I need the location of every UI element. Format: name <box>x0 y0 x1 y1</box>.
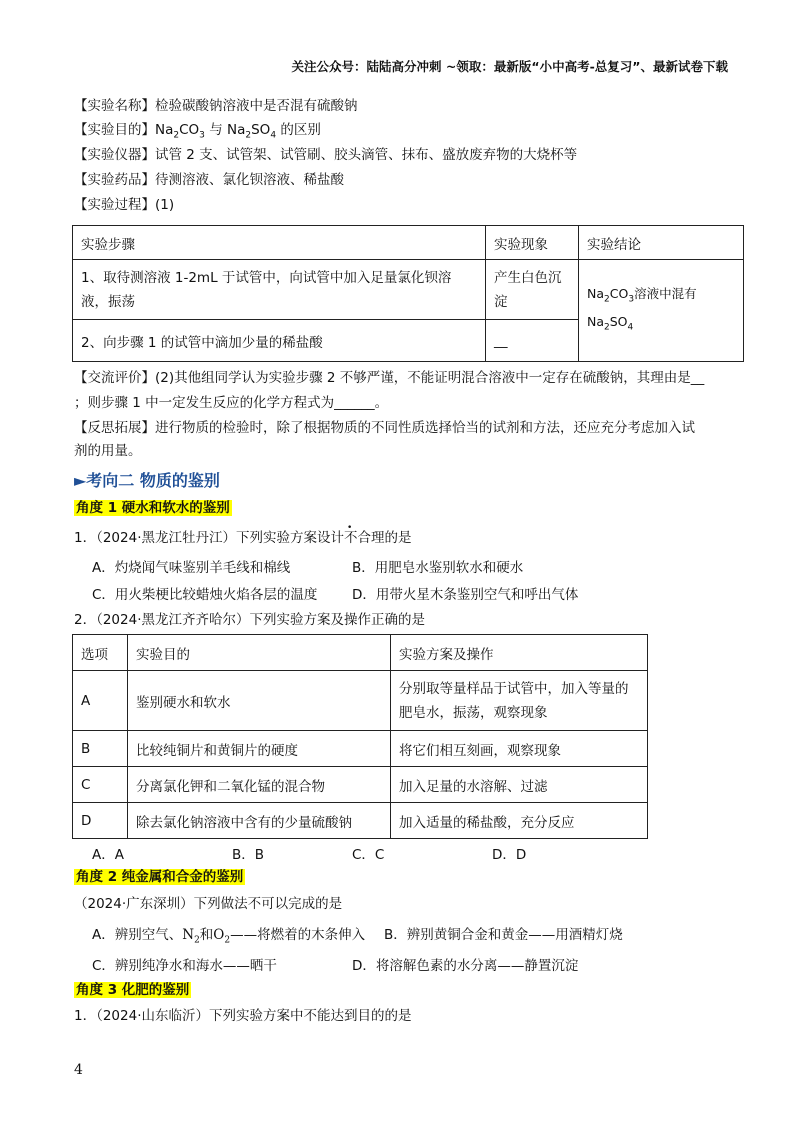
q2-row-b-option: B <box>73 731 128 767</box>
optA-text-after: ——将燃着的木条伸入 <box>230 927 366 943</box>
table-header-conclusion: 实验结论 <box>579 226 744 260</box>
q1-emphasis: 不合理 <box>344 530 385 546</box>
q1-text-before: 1．（2024·黑龙江牡丹江）下列实验方案设计 <box>74 530 344 546</box>
experiment-instruments: 【实验仪器】试管 2 支、试管架、试管刷、胶头滴管、抹布、盛放废弃物的大烧杯等 <box>74 147 578 163</box>
q2-row-c-option: C <box>73 767 128 803</box>
angle3-title: 角度 3 化肥的鉴别 <box>76 982 190 998</box>
q2-option-b: B．B <box>232 847 265 863</box>
q2-row-a-method: 分别取等量样品于试管中，加入等量的肥皂水，振荡，观察现象 <box>391 671 648 731</box>
q2-header-method: 实验方案及操作 <box>391 635 648 671</box>
q2-row-d-method: 加入适量的稀盐酸，充分反应 <box>391 803 648 839</box>
experiment-drugs: 【实验药品】待测溶液、氯化钡溶液、稀盐酸 <box>74 172 344 188</box>
angle1-title-line <box>74 498 232 518</box>
reflection-line-1: 【反思拓展】进行物质的检验时，除了根据物质的不同性质选择恰当的试剂和方法，还应充分考虑加入试 <box>74 420 695 436</box>
angle2-title: 角度 2 纯金属和合金的鉴别 <box>76 869 244 885</box>
q2-row-d-option: D <box>73 803 128 839</box>
q2-row-b-purpose: 比较纯铜片和黄铜片的硬度 <box>128 731 391 767</box>
reflection-line-2: 剂的用量。 <box>74 443 142 459</box>
page-number: 4 <box>74 1062 83 1078</box>
angle1-q1 <box>74 528 412 548</box>
table-row1-step: 1、取待测溶液 1-2mL 于试管中，向试管中加入足量氯化钡溶液，振荡 <box>73 260 486 320</box>
angle1-q2: 2．（2024·黑龙江齐齐哈尔）下列实验方案及操作正确的是 <box>74 612 425 628</box>
angle2-option-c: C．辨别纯净水和海水——晒干 <box>92 958 277 974</box>
optA-text-before: A．辨别空气、 <box>92 927 183 943</box>
q2-row-c-purpose: 分离氯化钾和二氧化锰的混合物 <box>128 767 391 803</box>
table-row1-phenomenon: 产生白色沉淀 <box>486 260 579 320</box>
table-header-phenomenon: 实验现象 <box>486 226 579 260</box>
page-header: 关注公众号：陆陆高分冲刺 ~领取：最新版“小中高考-总复习”、最新试卷下载 <box>291 59 728 74</box>
table-conclusion: $Na_2CO_3$溶液中混有 $Na_2SO_4$ <box>579 260 744 362</box>
q1-option-d: D．用带火星木条鉴别空气和呼出气体 <box>352 587 579 603</box>
evaluation-line-2: ；则步骤 1 中一定发生反应的化学方程式为______。 <box>74 395 389 411</box>
table-row2-step: 2、向步骤 1 的试管中滴加少量的稀盐酸 <box>73 320 486 362</box>
q1-option-c: C．用火柴梗比较蜡烛火焰各层的温度 <box>92 587 318 603</box>
angle2-option-b: B．辨别黄铜合金和黄金——用酒精灯烧 <box>384 927 623 943</box>
q2-option-d: D．D <box>492 847 527 863</box>
q1-option-a: A．灼烧闻气味鉴别羊毛线和棉线 <box>92 560 291 576</box>
conclusion-suffix: 溶液中混有 <box>634 286 697 301</box>
q2-row-a-option: A <box>73 671 128 731</box>
table-row2-phenomenon: __ <box>486 320 579 362</box>
evaluation-line-1: 【交流评价】(2)其他组同学认为实验步骤 2 不够严谨，不能证明混合溶液中一定存在硫酸钠，其理由是__ <box>74 370 705 386</box>
section-title: ►考向二 物质的鉴别 <box>74 471 220 490</box>
experiment-process: 【实验过程】(1) <box>74 197 175 213</box>
q2-row-d-purpose: 除去氯化钠溶液中含有的少量硫酸钠 <box>128 803 391 839</box>
angle3-question: 1．（2024·山东临沂）下列实验方案中不能达到目的的是 <box>74 1008 412 1024</box>
q1-option-b: B．用肥皂水鉴别软水和硬水 <box>352 560 524 576</box>
experiment-purpose: 【实验目的】$Na_2CO_3$ 与 $Na_2SO_4$ 的区别 <box>74 122 321 141</box>
q2-row-a-purpose: 鉴别硬水和软水 <box>128 671 391 731</box>
q2-header-purpose: 实验目的 <box>128 635 391 671</box>
purpose-rest: 的区别 <box>280 122 321 138</box>
q2-header-option: 选项 <box>73 635 128 671</box>
q2-option-a: A．A <box>92 847 124 863</box>
angle2-question: （2024·广东深圳）下列做法不可以完成的是 <box>74 896 343 912</box>
table-header-step: 实验步骤 <box>73 226 486 260</box>
optA-text-mid: 和 <box>199 927 214 943</box>
angle3-title-line <box>74 980 191 1000</box>
angle2-option-d: D．将溶解色素的水分离——静置沉淀 <box>352 958 579 974</box>
q2-table <box>72 634 648 839</box>
experiment-table <box>72 225 744 362</box>
experiment-name: 【实验名称】检验碳酸钠溶液中是否混有硫酸钠 <box>74 98 358 114</box>
q2-option-c: C．C <box>352 847 385 863</box>
angle1-title: 角度 1 硬水和软水的鉴别 <box>76 500 230 516</box>
q2-row-b-method: 将它们相互刻画，观察现象 <box>391 731 648 767</box>
q1-text-after: 的是 <box>384 530 412 546</box>
purpose-prefix: 【实验目的】 <box>74 122 155 138</box>
q2-row-c-method: 加入足量的水溶解、过滤 <box>391 767 648 803</box>
angle2-option-a: A．辨别空气、$N_2$和$O_2——$将燃着的木条伸入 <box>92 927 366 946</box>
angle2-title-line <box>74 867 245 887</box>
